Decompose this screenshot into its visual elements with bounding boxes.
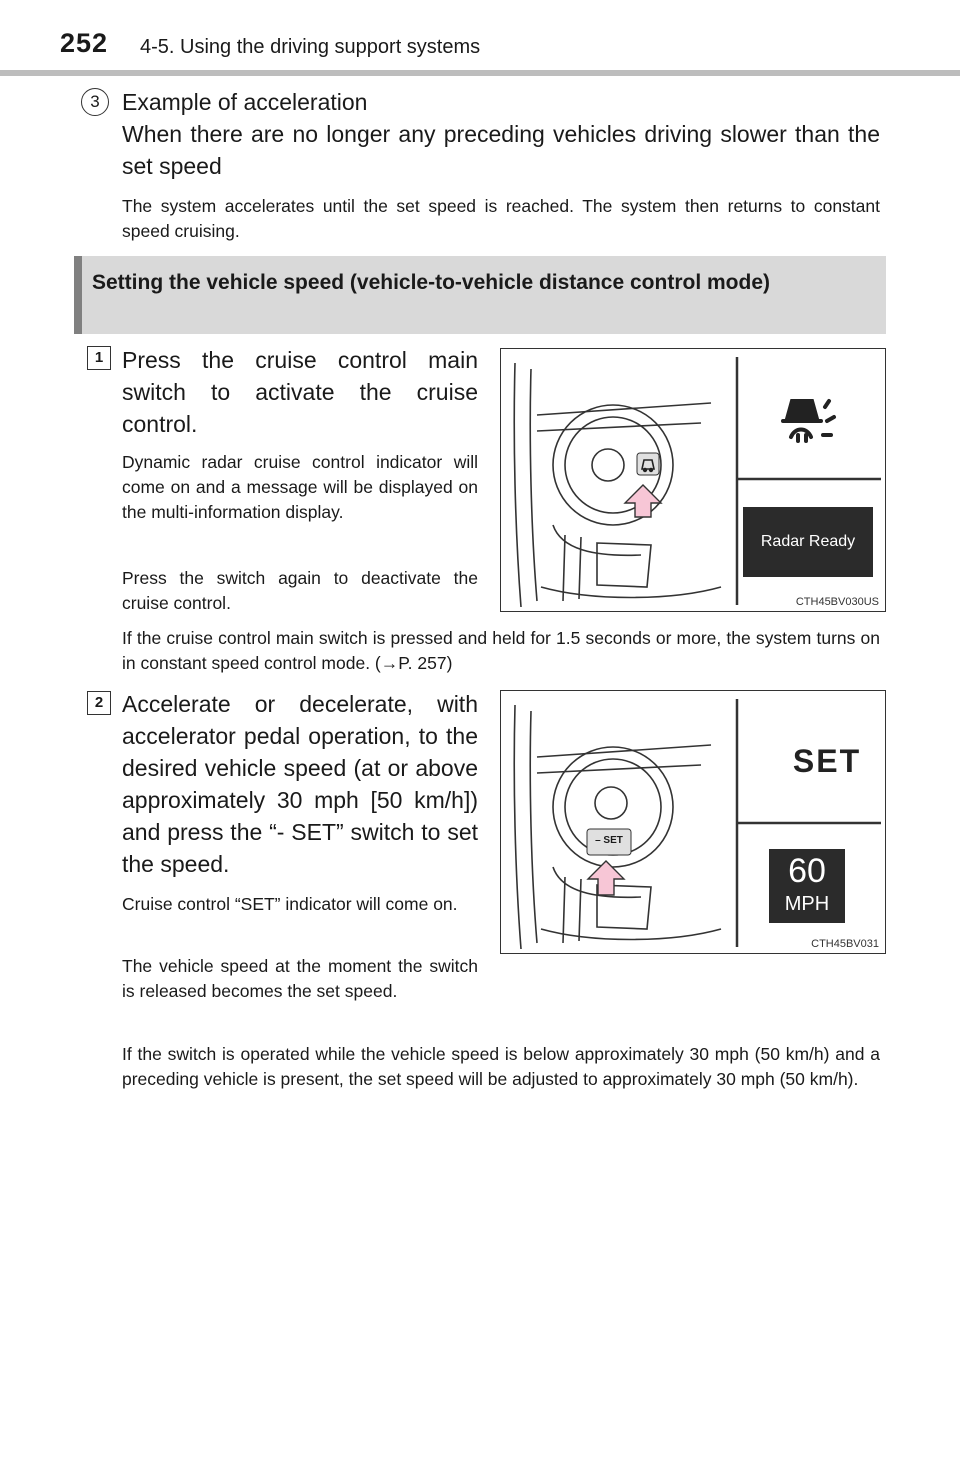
step2-note-set-indicator: Cruise control “SET” indicator will come on.: [122, 894, 458, 914]
set-switch-label: – SET: [595, 835, 623, 846]
step2-instruction: Accelerate or decelerate, with accelerator pedal operation, to the desired vehicle speed (at or above approximately 30 mph [50 km/h]) and press the “- SET” switch to set the speed.: [122, 691, 478, 877]
item3-heading-line1: Example of acceleration: [122, 89, 368, 115]
speed-value: 60: [788, 852, 826, 890]
procedure-banner: [74, 256, 886, 334]
press-arrow-1: [625, 485, 661, 517]
lower-switch: [597, 543, 651, 587]
speed-unit: MPH: [784, 893, 830, 915]
radar-cruise-indicator-icon: [783, 401, 834, 441]
cruise-main-switch: [637, 453, 659, 475]
set-indicator: SET: [792, 743, 862, 779]
figure-code-2: CTH45BV031: [811, 938, 879, 950]
figure-steering-switch-radar: [500, 348, 886, 612]
page-header: [0, 0, 960, 76]
header-rule: [0, 70, 960, 76]
wheel-rim-outer: [514, 363, 521, 607]
step2-note-set-speed: The vehicle speed at the moment the switch is released becomes the set speed.: [122, 956, 478, 1001]
center-button: [592, 449, 624, 481]
item-marker-circled: 3: [81, 88, 109, 116]
step1-note-indicator: Dynamic radar cruise control indicator will come on and a message will be displayed on the multi-information display.: [122, 452, 478, 522]
center-button-2: [595, 787, 627, 819]
figure-code: CTH45BV030US: [795, 596, 879, 608]
page-number: 252: [60, 28, 109, 58]
banner-title: Setting the vehicle speed (vehicle-to-vehicle distance control mode): [92, 271, 770, 294]
banner-accent-bar: [74, 256, 82, 334]
step-marker-1: 1: [87, 346, 111, 370]
wheel-rim-inner: [530, 369, 537, 601]
step1-note-constant-speed: If the cruise control main switch is pressed and held for 1.5 seconds or more, the system turns on in constant speed control mode. (→P. 257): [122, 628, 880, 673]
step1-note-deactivate: Press the switch again to deactivate the cruise control.: [122, 568, 478, 613]
step-marker-2: 2: [87, 691, 111, 715]
item3-heading-line2: When there are no longer any preceding vehicles driving slower than the set speed: [122, 121, 880, 179]
display-message: Radar Ready: [760, 533, 856, 550]
step1-instruction: Press the cruise control main switch to activate the cruise control.: [122, 347, 478, 437]
section-title: 4-5. Using the driving support systems: [140, 36, 481, 58]
figure-steering-switch-set: [500, 690, 886, 954]
step2-note-preceding-vehicle: If the switch is operated while the vehicle speed is below approximately 30 mph (50 km/h) and a preceding vehicle is present, the set speed will be adjusted to approximately 30 mph (50 km/h).: [122, 1044, 880, 1089]
item3-note: The system accelerates until the set speed is reached. The system then returns to constant speed cruising.: [122, 196, 880, 241]
